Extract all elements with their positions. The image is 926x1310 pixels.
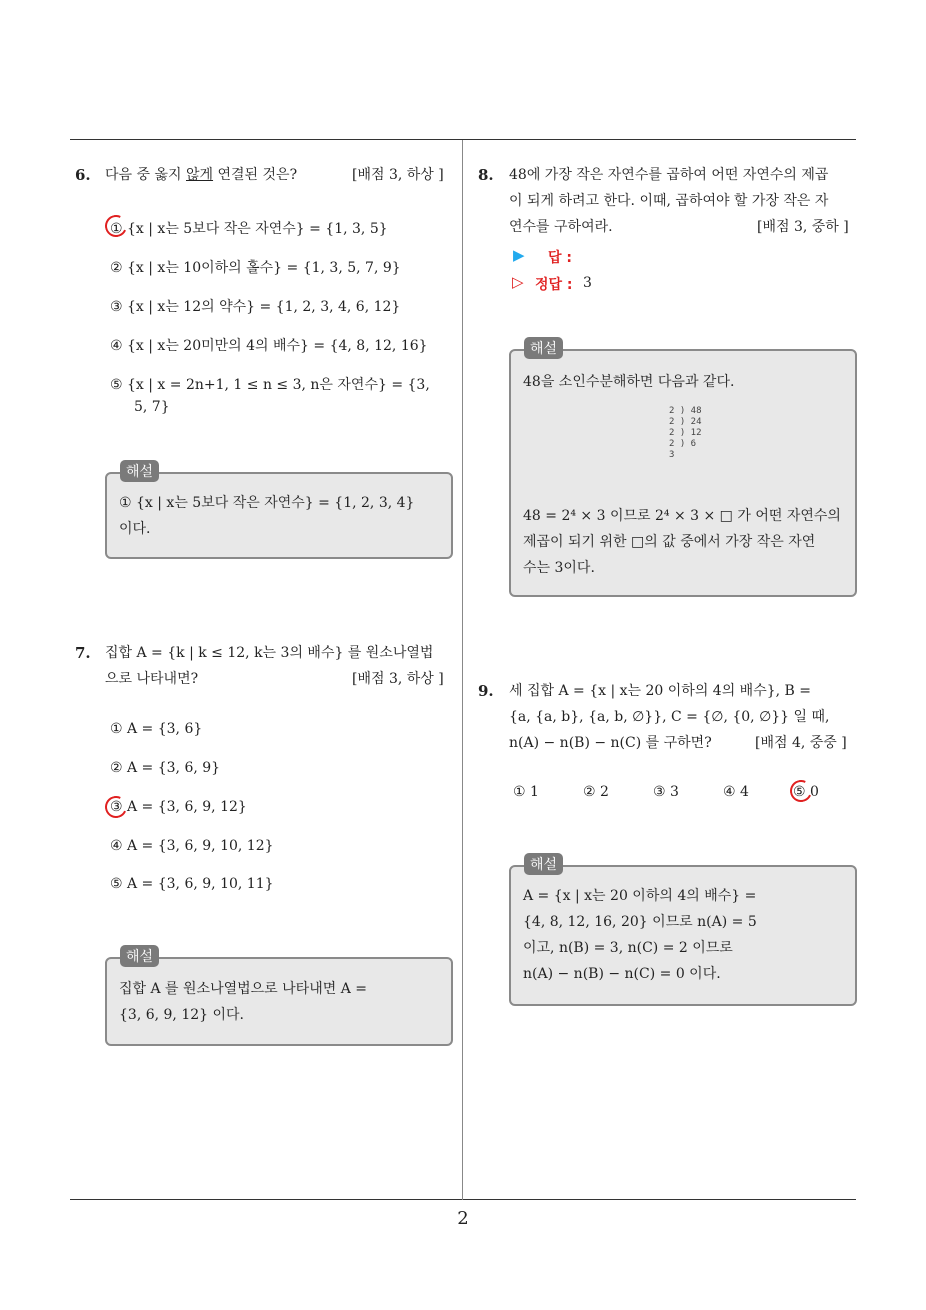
factor-row: 2 ) 6	[669, 439, 697, 449]
explanation-box	[509, 865, 857, 1006]
explanation-tag: 해설	[120, 460, 159, 482]
question-number: 7.	[75, 644, 91, 662]
choice-5[interactable]: ⑤ 0	[793, 784, 819, 800]
points-label: [배점 3, 중하 ]	[757, 219, 849, 235]
question-number: 8.	[478, 166, 494, 184]
stem-text: 다음 중 옳지	[105, 167, 186, 183]
explanation-text	[523, 883, 757, 987]
explanation-line: 48 = 2⁴ × 3 이므로 2⁴ × 3 × □ 가 어떤 자연수의	[523, 508, 841, 524]
choice-2[interactable]: ② 2	[583, 784, 609, 800]
top-rule	[70, 139, 856, 140]
explanation-tag: 해설	[524, 853, 563, 875]
stem-underline: 않게	[185, 167, 214, 183]
factor-row: 2 ) 48	[669, 406, 702, 416]
question-stem: 이 되게 하려고 한다. 이때, 곱하여야 할 가장 작은 자	[509, 193, 829, 209]
choice-5[interactable]: ⑤ {x | x = 2n+1, 1 ≤ n ≤ 3, n은 자연수} = {3,	[110, 377, 430, 393]
factor-row: 2 ) 12	[669, 428, 702, 438]
correct-value: 3	[583, 275, 592, 291]
question-stem: n(A) − n(B) − n(C) 를 구하면?	[509, 735, 712, 751]
answer-input[interactable]	[585, 246, 785, 266]
question-stem: 집합 A = {k | k ≤ 12, k는 3의 배수} 를 원소나열법	[105, 645, 434, 661]
explanation-line: A = {x | x는 20 이하의 4의 배수} =	[523, 888, 757, 904]
explanation-text	[523, 503, 841, 581]
question-number: 6.	[75, 166, 91, 184]
explanation-box	[105, 472, 453, 559]
choice-3[interactable]: ③ A = {3, 6, 9, 12}	[110, 799, 247, 815]
points-label: [배점 3, 하상 ]	[352, 167, 444, 183]
choice-4[interactable]: ④ A = {3, 6, 9, 10, 12}	[110, 838, 274, 854]
points-label: [배점 3, 하상 ]	[352, 671, 444, 687]
explanation-box	[105, 957, 453, 1046]
explanation-line: n(A) − n(B) − n(C) = 0 이다.	[523, 966, 721, 982]
explanation-tag: 해설	[524, 337, 563, 359]
bottom-rule	[70, 1199, 856, 1200]
question-stem: 세 집합 A = {x | x는 20 이하의 4의 배수}, B =	[509, 683, 811, 699]
choice-4[interactable]: ④ 4	[723, 784, 749, 800]
explanation-line: 이고, n(B) = 3, n(C) = 2 이므로	[523, 940, 733, 956]
explanation-text	[119, 976, 367, 1028]
choice-1[interactable]: ① A = {3, 6}	[110, 721, 203, 737]
question-stem	[105, 165, 297, 185]
question-stem: {a, {a, b}, {a, b, ∅}}, C = {∅, {0, ∅}} 일 때,	[509, 709, 830, 725]
choice-4[interactable]: ④ {x | x는 20미만의 4의 배수} = {4, 8, 12, 16}	[110, 338, 428, 354]
choice-2[interactable]: ② {x | x는 10이하의 홀수} = {1, 3, 5, 7, 9}	[110, 260, 401, 276]
factorization-table	[669, 406, 702, 461]
choice-1[interactable]: ① {x | x는 5보다 작은 자연수} = {1, 3, 5}	[110, 221, 388, 237]
explanation-line: 이다.	[119, 521, 151, 537]
explanation-line: 제곱이 되기 위한 □의 값 중에서 가장 작은 자연	[523, 534, 816, 550]
choice-5-continued: 5, 7}	[134, 399, 170, 415]
explanation-line: ① {x | x는 5보다 작은 자연수} = {1, 2, 3, 4}	[119, 495, 415, 511]
page-number: 2	[457, 1208, 469, 1229]
column-divider	[462, 140, 463, 1200]
question-stem: 연수를 구하여라.	[509, 219, 613, 235]
explanation-tag: 해설	[120, 945, 159, 967]
explanation-text	[119, 490, 414, 542]
factor-row: 3	[669, 450, 675, 460]
correct-arrow-icon: ▷	[512, 273, 524, 291]
correct-label: 정답 :	[535, 277, 573, 293]
choice-2[interactable]: ② A = {3, 6, 9}	[110, 760, 221, 776]
stem-text: 연결된 것은?	[213, 167, 298, 183]
choice-1[interactable]: ① 1	[513, 784, 539, 800]
explanation-line: {4, 8, 12, 16, 20} 이므로 n(A) = 5	[523, 914, 757, 930]
choice-3[interactable]: ③ 3	[653, 784, 679, 800]
explanation-text: 48을 소인수분해하면 다음과 같다.	[523, 374, 735, 390]
answer-label: 답 :	[548, 250, 572, 266]
answer-arrow-icon: ▶	[513, 246, 525, 264]
choice-5[interactable]: ⑤ A = {3, 6, 9, 10, 11}	[110, 876, 274, 892]
explanation-box	[509, 349, 857, 597]
points-label: [배점 4, 중중 ]	[755, 735, 847, 751]
explanation-line: 수는 3이다.	[523, 560, 595, 576]
question-stem: 으로 나타내면?	[105, 671, 199, 687]
explanation-line: 집합 A 를 원소나열법으로 나타내면 A =	[119, 981, 367, 997]
question-number: 9.	[478, 682, 494, 700]
choice-3[interactable]: ③ {x | x는 12의 약수} = {1, 2, 3, 4, 6, 12}	[110, 299, 401, 315]
explanation-line: {3, 6, 9, 12} 이다.	[119, 1007, 245, 1023]
question-stem: 48에 가장 작은 자연수를 곱하여 어떤 자연수의 제곱	[509, 167, 829, 183]
factor-row: 2 ) 24	[669, 417, 702, 427]
